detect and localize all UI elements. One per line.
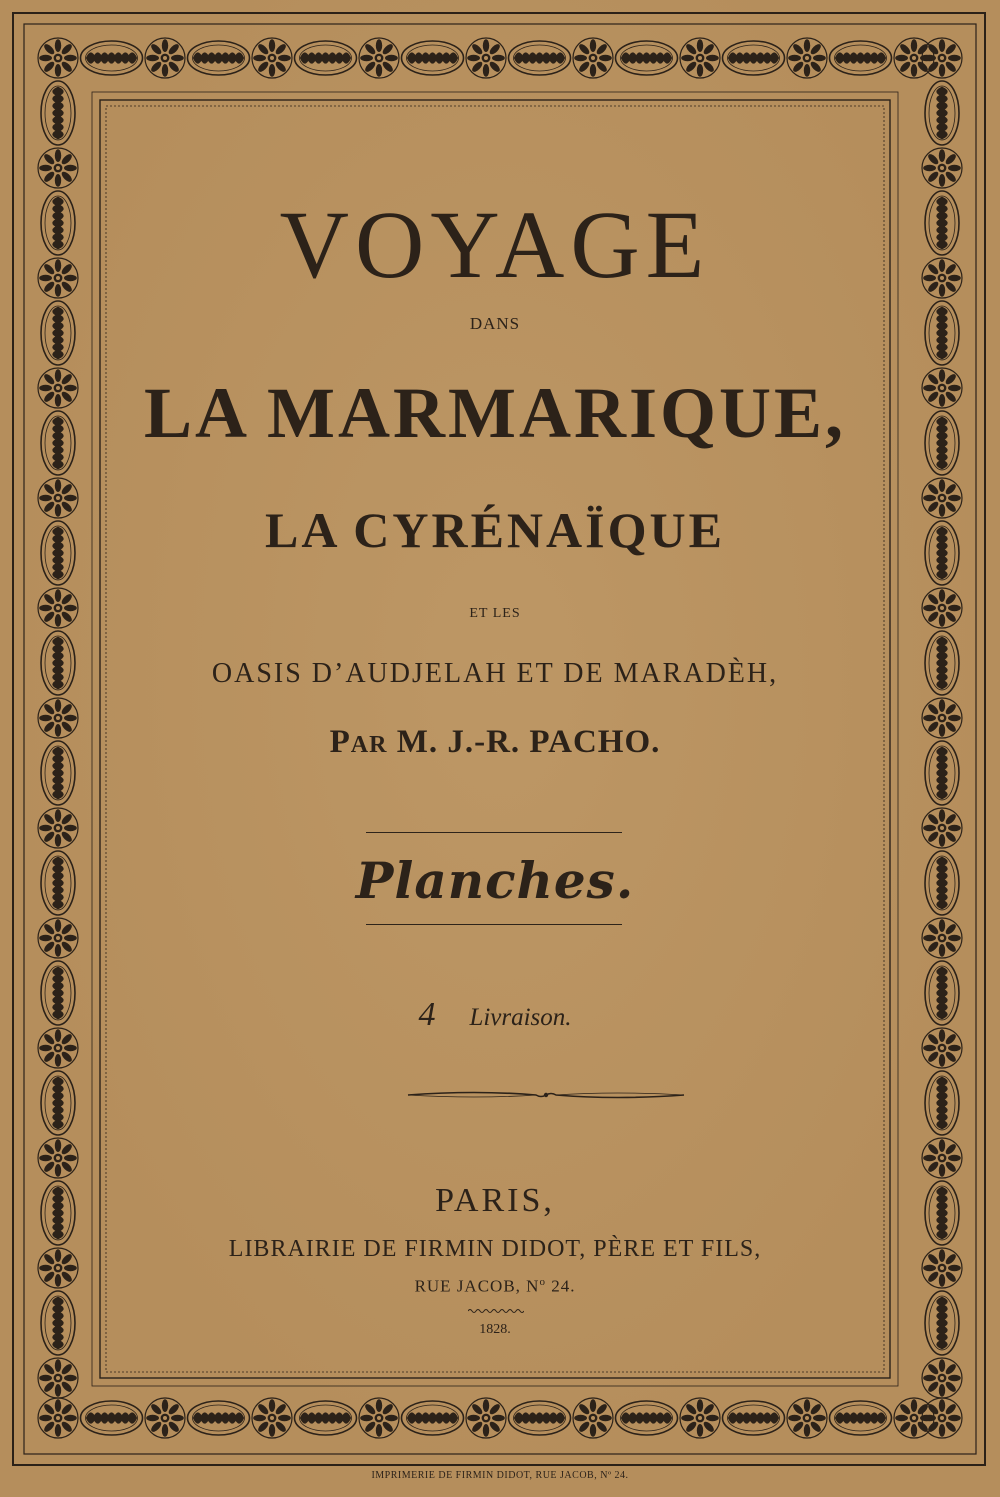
oval-leaf-ornament-icon [41, 521, 75, 585]
oval-leaf-ornament-icon [402, 1401, 464, 1435]
rosette-icon [38, 258, 78, 298]
oval-leaf-ornament-icon [41, 1291, 75, 1355]
rosette-icon [787, 1398, 827, 1438]
oval-leaf-ornament-icon [41, 961, 75, 1025]
title-connector-dans: DANS [469, 314, 521, 333]
author-prefix-rest: AR [350, 732, 388, 758]
oval-leaf-ornament-icon [925, 521, 959, 585]
oval-leaf-ornament-icon [925, 191, 959, 255]
rosette-icon [359, 38, 399, 78]
small-wave-rule-icon [468, 1308, 524, 1314]
oval-leaf-ornament-icon [925, 1071, 959, 1135]
oval-leaf-ornament-icon [616, 41, 678, 75]
issue-number: 4 [418, 996, 436, 1033]
author-prefix-initial: P [329, 724, 351, 760]
oval-leaf-ornament-icon [295, 1401, 357, 1435]
oval-leaf-ornament-icon [295, 41, 357, 75]
rosette-icon [359, 1398, 399, 1438]
rosette-icon [573, 38, 613, 78]
oval-leaf-ornament-icon [830, 1401, 892, 1435]
rosette-icon [38, 148, 78, 188]
book-title: VOYAGE [279, 191, 711, 298]
printer-imprint: IMPRIMERIE DE FIRMIN DIDOT, RUE JACOB, Nº 24. [371, 1470, 629, 1481]
issue-label: Livraison. [469, 1004, 572, 1031]
rosette-icon [38, 478, 78, 518]
rosette-icon [922, 258, 962, 298]
rosette-icon [252, 38, 292, 78]
oval-leaf-ornament-icon [925, 301, 959, 365]
rosette-icon [38, 38, 78, 78]
issue-line [96, 996, 894, 1034]
rosette-icon [922, 808, 962, 848]
rosette-icon [922, 368, 962, 408]
oval-leaf-ornament-icon [81, 1401, 143, 1435]
oval-leaf-ornament-icon [925, 741, 959, 805]
rosette-icon [787, 38, 827, 78]
section-rule-bottom [366, 924, 622, 925]
oval-leaf-ornament-icon [41, 191, 75, 255]
oval-leaf-ornament-icon [402, 41, 464, 75]
rosette-icon [466, 38, 506, 78]
oval-leaf-ornament-icon [925, 81, 959, 145]
section-rule-top [366, 832, 622, 833]
oval-leaf-ornament-icon [41, 1181, 75, 1245]
oval-leaf-ornament-icon [509, 1401, 571, 1435]
ornamental-rule-icon [406, 1088, 686, 1102]
rosette-icon [145, 38, 185, 78]
rosette-icon [38, 1138, 78, 1178]
rosette-icon [922, 1028, 962, 1068]
rosette-icon [922, 1138, 962, 1178]
title-connector-et-les: ET LES [469, 606, 521, 621]
rosette-icon [573, 1398, 613, 1438]
rosette-icon [38, 1028, 78, 1068]
imprint-city: PARIS, [435, 1182, 555, 1219]
rosette-icon [38, 1358, 78, 1398]
oval-leaf-ornament-icon [925, 1291, 959, 1355]
rosette-icon [680, 1398, 720, 1438]
oval-leaf-ornament-icon [41, 631, 75, 695]
oval-leaf-ornament-icon [925, 961, 959, 1025]
oval-leaf-ornament-icon [723, 41, 785, 75]
rosette-icon [922, 148, 962, 188]
rosette-icon [922, 1248, 962, 1288]
oval-leaf-ornament-icon [41, 851, 75, 915]
publisher-name: LIBRAIRIE DE FIRMIN DIDOT, PÈRE ET FILS, [228, 1236, 762, 1262]
rosette-icon [466, 1398, 506, 1438]
rosette-icon [38, 698, 78, 738]
rosette-icon [922, 1358, 962, 1398]
oval-leaf-ornament-icon [925, 411, 959, 475]
address-ordinal: o [539, 1276, 546, 1288]
oval-leaf-ornament-icon [41, 741, 75, 805]
rosette-icon [38, 1248, 78, 1288]
oval-leaf-ornament-icon [41, 301, 75, 365]
title-region-marmarique: LA MARMARIQUE, [144, 373, 846, 453]
rosette-icon [38, 918, 78, 958]
address-number: 24. [545, 1276, 576, 1296]
rosette-icon [922, 588, 962, 628]
oval-leaf-ornament-icon [188, 41, 250, 75]
oval-leaf-ornament-icon [925, 631, 959, 695]
oval-leaf-ornament-icon [830, 41, 892, 75]
publication-year: 1828. [479, 1322, 511, 1337]
oval-leaf-ornament-icon [616, 1401, 678, 1435]
rosette-icon [680, 38, 720, 78]
section-title: Planches. [355, 851, 635, 910]
oval-leaf-ornament-icon [723, 1401, 785, 1435]
title-oasis: OASIS D’AUDJELAH ET DE MARADÈH, [211, 658, 779, 689]
title-region-cyrenaique: LA CYRÉNAÏQUE [265, 502, 725, 558]
rosette-icon [38, 368, 78, 408]
oval-leaf-ornament-icon [41, 411, 75, 475]
rosette-icon [922, 918, 962, 958]
rosette-icon [922, 38, 962, 78]
title-block [96, 96, 894, 1382]
rosette-icon [38, 1398, 78, 1438]
author-line [96, 724, 894, 761]
author-name: M. J.-R. PACHO. [396, 724, 661, 760]
rosette-icon [252, 1398, 292, 1438]
rosette-icon [38, 588, 78, 628]
oval-leaf-ornament-icon [925, 851, 959, 915]
oval-leaf-ornament-icon [41, 1071, 75, 1135]
oval-leaf-ornament-icon [509, 41, 571, 75]
rosette-icon [922, 478, 962, 518]
publisher-address [96, 1276, 894, 1297]
oval-leaf-ornament-icon [81, 41, 143, 75]
rosette-icon [145, 1398, 185, 1438]
rosette-icon [922, 698, 962, 738]
oval-leaf-ornament-icon [41, 81, 75, 145]
rosette-icon [922, 1398, 962, 1438]
rosette-icon [38, 808, 78, 848]
oval-leaf-ornament-icon [925, 1181, 959, 1245]
oval-leaf-ornament-icon [188, 1401, 250, 1435]
address-street: RUE JACOB, N [414, 1276, 540, 1296]
